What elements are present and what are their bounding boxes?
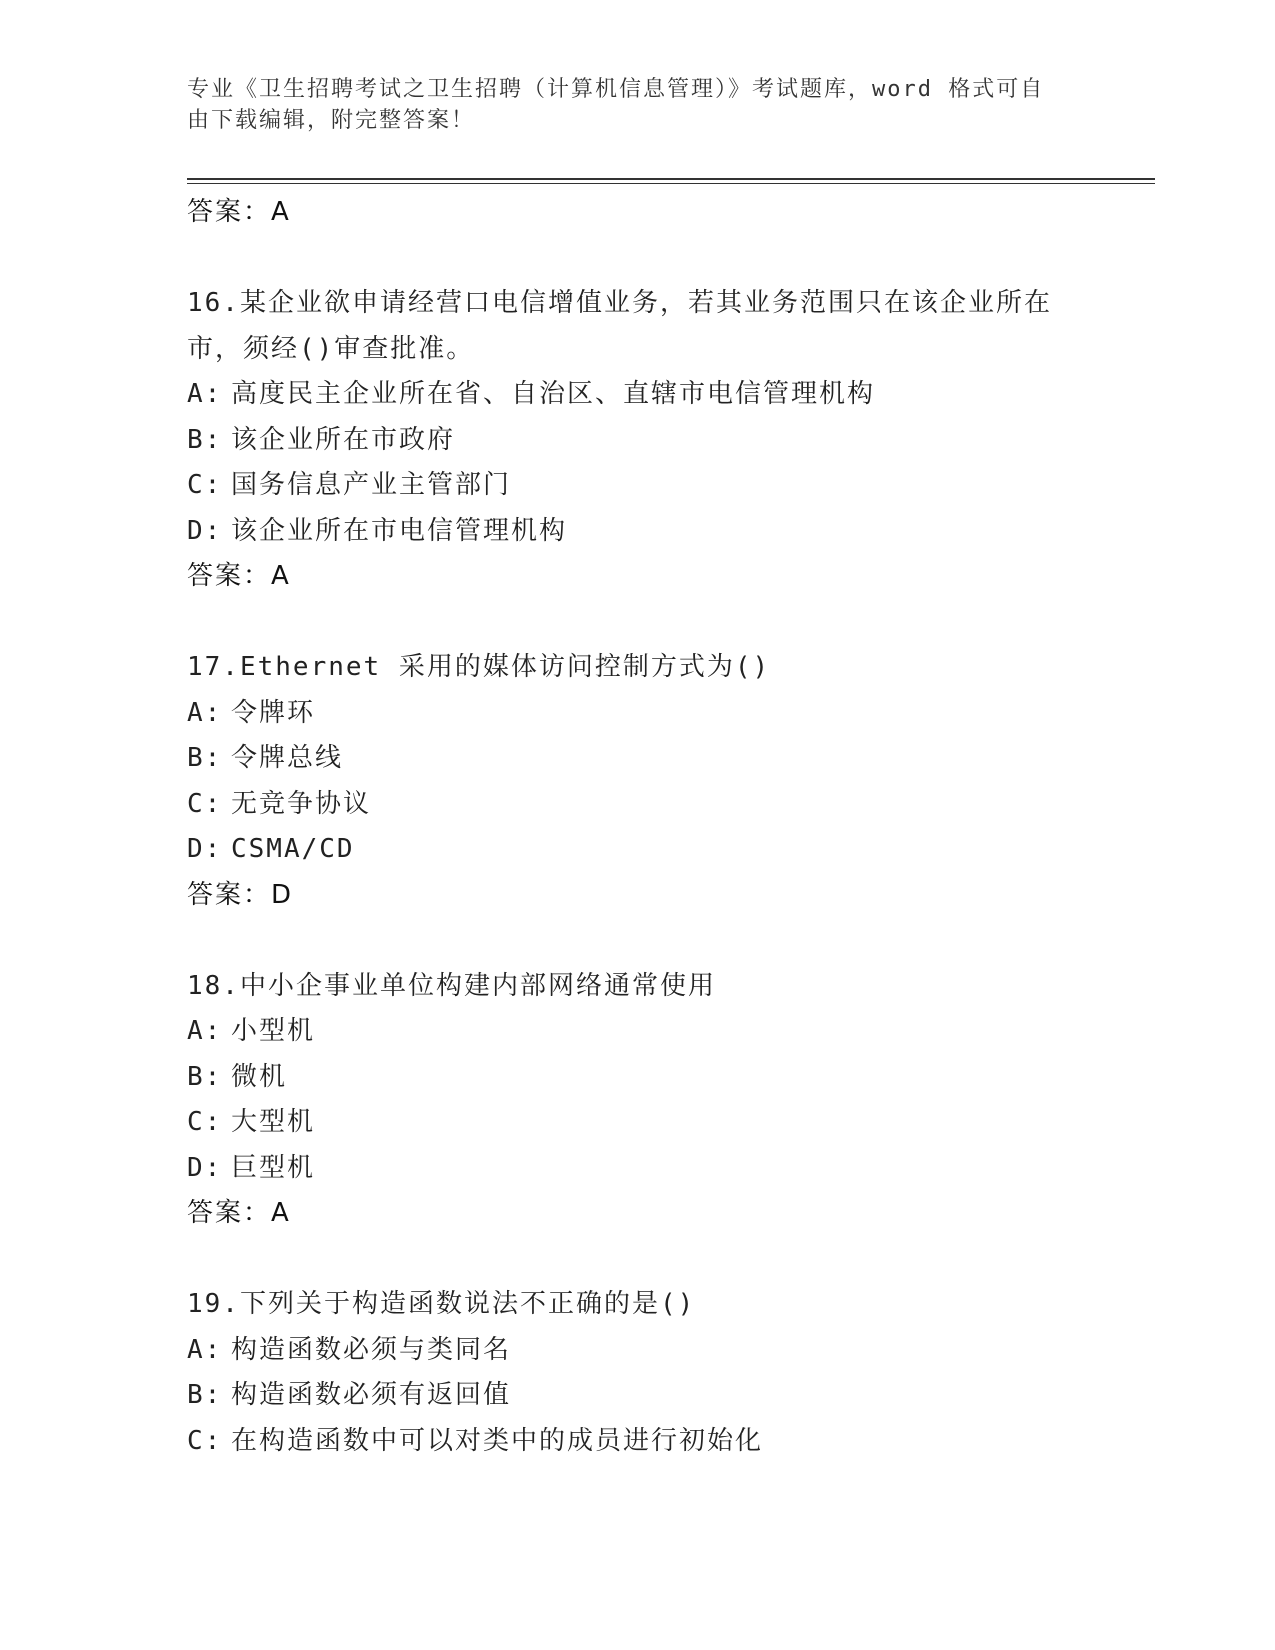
option-label: A: xyxy=(187,379,223,409)
header-divider xyxy=(187,178,1155,184)
option-a xyxy=(187,691,1087,737)
question-stem: 17.Ethernet 采用的媒体访问控制方式为() xyxy=(187,652,771,682)
option-d xyxy=(187,509,1087,555)
question-stem: 19.下列关于构造函数说法不正确的是() xyxy=(187,1289,696,1319)
header-line-1: 专业《卫生招聘考试之卫生招聘（计算机信息管理）》考试题库，word 格式可自 xyxy=(187,77,1045,102)
option-text: 巨型机 xyxy=(231,1152,316,1183)
option-label: C: xyxy=(187,1425,223,1456)
spacer xyxy=(187,236,1087,282)
option-a xyxy=(187,1009,1087,1055)
option-text: 令牌环 xyxy=(231,697,316,728)
question-18 xyxy=(187,964,1087,1237)
option-text: 高度民主企业所在省、自治区、直辖市电信管理机构 xyxy=(231,379,876,409)
option-text: 无竞争协议 xyxy=(231,788,372,819)
option-text: 构造函数必须有返回值 xyxy=(231,1380,512,1410)
question-stem-cont: 市，须经()审查批准。 xyxy=(187,333,475,364)
spacer xyxy=(187,1237,1087,1283)
option-label: A: xyxy=(187,697,223,728)
option-text: 该企业所在市政府 xyxy=(231,424,456,455)
option-text: 该企业所在市电信管理机构 xyxy=(231,515,568,546)
document-header xyxy=(187,74,1067,136)
spacer xyxy=(187,918,1087,964)
option-b xyxy=(187,418,1087,464)
option-text: 小型机 xyxy=(231,1016,316,1046)
option-text: 微机 xyxy=(231,1061,288,1092)
answer-18: 答案：A xyxy=(187,1198,291,1228)
option-text: 国务信息产业主管部门 xyxy=(231,470,512,500)
option-c xyxy=(187,1419,1087,1465)
option-a xyxy=(187,1328,1087,1374)
option-label: A: xyxy=(187,1334,223,1365)
spacer xyxy=(187,600,1087,646)
option-text: 令牌总线 xyxy=(231,743,344,773)
option-c xyxy=(187,1100,1087,1146)
option-a xyxy=(187,372,1087,418)
question-16 xyxy=(187,281,1087,600)
option-d xyxy=(187,1146,1087,1192)
option-text: 大型机 xyxy=(231,1107,316,1137)
answer-16: 答案：A xyxy=(187,561,291,591)
answer-15: 答案：A xyxy=(187,197,291,227)
option-label: D: xyxy=(187,515,223,546)
option-label: B: xyxy=(187,1061,223,1092)
option-label: B: xyxy=(187,743,223,773)
option-c xyxy=(187,782,1087,828)
question-17 xyxy=(187,645,1087,918)
option-b xyxy=(187,1373,1087,1419)
option-label: C: xyxy=(187,470,223,500)
option-label: C: xyxy=(187,788,223,819)
option-c xyxy=(187,463,1087,509)
option-b xyxy=(187,1055,1087,1101)
option-text: 构造函数必须与类同名 xyxy=(231,1334,512,1365)
option-label: D: xyxy=(187,834,223,864)
option-d xyxy=(187,827,1087,873)
option-label: B: xyxy=(187,1380,223,1410)
document-body xyxy=(187,190,1087,1464)
option-label: B: xyxy=(187,424,223,455)
question-stem: 18.中小企事业单位构建内部网络通常使用 xyxy=(187,970,716,1001)
option-text: CSMA/CD xyxy=(231,834,355,864)
answer-17: 答案：D xyxy=(187,879,294,910)
option-label: D: xyxy=(187,1152,223,1183)
option-b xyxy=(187,736,1087,782)
option-label: C: xyxy=(187,1107,223,1137)
question-stem: 16.某企业欲申请经营口电信增值业务，若其业务范围只在该企业所在 xyxy=(187,288,1052,318)
header-line-2: 由下载编辑，附完整答案！ xyxy=(187,108,476,133)
option-text: 在构造函数中可以对类中的成员进行初始化 xyxy=(231,1425,764,1456)
option-label: A: xyxy=(187,1016,223,1046)
question-19 xyxy=(187,1282,1087,1464)
